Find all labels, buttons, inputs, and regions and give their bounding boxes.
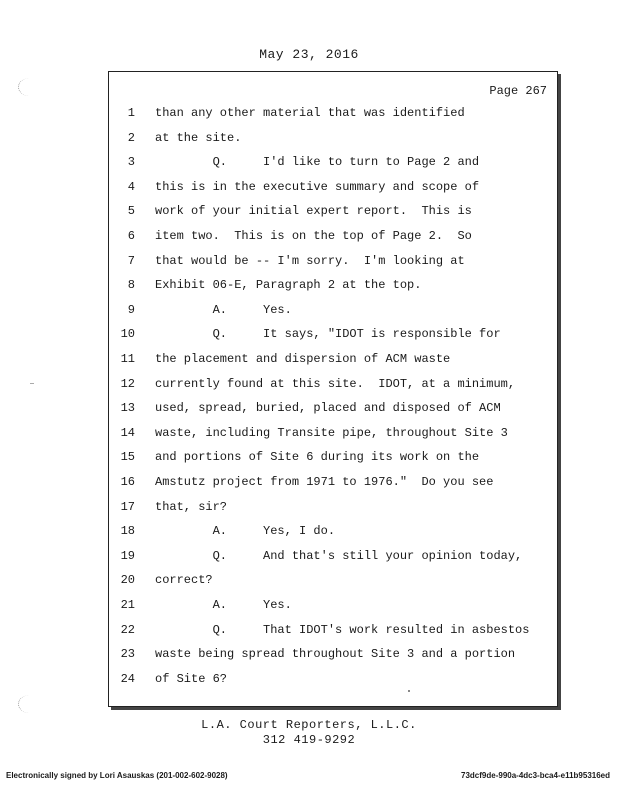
reporter-company: L.A. Court Reporters, L.L.C.	[201, 718, 417, 732]
line-text: A. Yes, I do.	[155, 524, 336, 539]
line-text: Q. I'd like to turn to Page 2 and	[155, 155, 480, 170]
page-number: Page 267	[489, 84, 547, 98]
line-text: currently found at this site. IDOT, at a minimum,	[155, 376, 516, 391]
line-number: 13	[120, 401, 135, 416]
line-text: Q. And that's still your opinion today,	[155, 548, 523, 563]
transcript-line	[109, 377, 557, 401]
line-text: at the site.	[155, 130, 242, 145]
line-number: 4	[127, 179, 135, 194]
line-number: 17	[120, 499, 135, 514]
line-number: 12	[120, 376, 135, 391]
transcript-line	[109, 549, 557, 573]
transcript-line	[109, 229, 557, 253]
line-text: A. Yes.	[155, 302, 292, 317]
transcript-line	[109, 573, 557, 597]
line-text: of Site 6?	[155, 671, 228, 686]
document-id: 73dcf9de-990a-4dc3-bca4-e11b95316ed	[461, 771, 610, 780]
line-text: Q. It says, "IDOT is responsible for	[155, 327, 501, 342]
electronic-signature: Electronically signed by Lori Asauskas (201-002-602-9028)	[6, 771, 228, 780]
line-text: item two. This is on the top of Page 2. So	[155, 229, 472, 243]
line-number: 5	[127, 204, 135, 219]
punch-hole-mark-bottom	[18, 695, 41, 713]
transcript-line	[109, 131, 557, 155]
transcript-line	[109, 524, 557, 548]
transcript-line	[109, 303, 557, 327]
line-text: that, sir?	[155, 499, 228, 514]
line-text: this is in the executive summary and scope of	[155, 179, 480, 194]
line-number: 21	[120, 598, 135, 612]
reporter-phone: 312 419-9292	[262, 733, 356, 747]
stray-mark	[408, 690, 410, 692]
line-text: the placement and dispersion of ACM waste	[155, 352, 451, 366]
line-number: 20	[120, 573, 135, 588]
line-number: 15	[120, 450, 135, 465]
line-number: 22	[120, 622, 135, 637]
line-number: 16	[120, 475, 135, 489]
margin-tick-mark	[30, 383, 34, 384]
transcript-line	[109, 278, 557, 302]
line-number: 18	[120, 524, 135, 539]
transcript-date: May 23, 2016	[259, 47, 359, 62]
line-text: correct?	[155, 573, 213, 588]
line-number: 19	[120, 548, 135, 563]
line-text: Q. That IDOT's work resulted in asbestos	[155, 622, 530, 637]
transcript-line	[109, 672, 557, 696]
transcript-line	[109, 475, 557, 499]
line-text: that would be -- I'm sorry. I'm looking at	[155, 253, 465, 268]
line-number: 9	[127, 302, 135, 317]
transcript-line	[109, 647, 557, 671]
line-number: 24	[120, 671, 135, 686]
line-text: work of your initial expert report. This is	[155, 204, 472, 219]
transcript-line	[109, 180, 557, 204]
transcript-line	[109, 598, 557, 622]
transcript-line	[109, 401, 557, 425]
transcript-line	[109, 500, 557, 524]
line-number: 6	[127, 229, 135, 243]
line-number: 10	[120, 327, 135, 342]
line-number: 14	[120, 425, 135, 440]
transcript-page-frame	[108, 71, 558, 707]
line-number: 2	[127, 130, 135, 145]
line-text: waste, including Transite pipe, throughout Site 3	[155, 425, 508, 440]
transcript-line	[109, 623, 557, 647]
line-text: Amstutz project from 1971 to 1976." Do you see	[155, 475, 494, 489]
transcript-line	[109, 254, 557, 278]
line-number: 23	[120, 647, 135, 662]
transcript-line	[109, 106, 557, 130]
transcript-line	[109, 352, 557, 376]
line-text: used, spread, buried, placed and disposed of ACM	[155, 401, 501, 416]
line-text: Exhibit 06-E, Paragraph 2 at the top.	[155, 278, 422, 293]
transcript-line	[109, 155, 557, 179]
line-number: 7	[127, 253, 135, 268]
line-number: 11	[120, 352, 135, 366]
transcript-line	[109, 426, 557, 450]
line-text: and portions of Site 6 during its work on the	[155, 450, 480, 465]
line-text: than any other material that was identified	[155, 106, 465, 120]
line-text: A. Yes.	[155, 598, 292, 612]
line-number: 1	[127, 106, 135, 120]
transcript-line	[109, 204, 557, 228]
line-number: 3	[127, 155, 135, 170]
transcript-line	[109, 327, 557, 351]
transcript-line	[109, 450, 557, 474]
line-text: waste being spread throughout Site 3 and a portion	[155, 647, 516, 662]
punch-hole-mark-top	[18, 78, 41, 96]
line-number: 8	[127, 278, 135, 293]
